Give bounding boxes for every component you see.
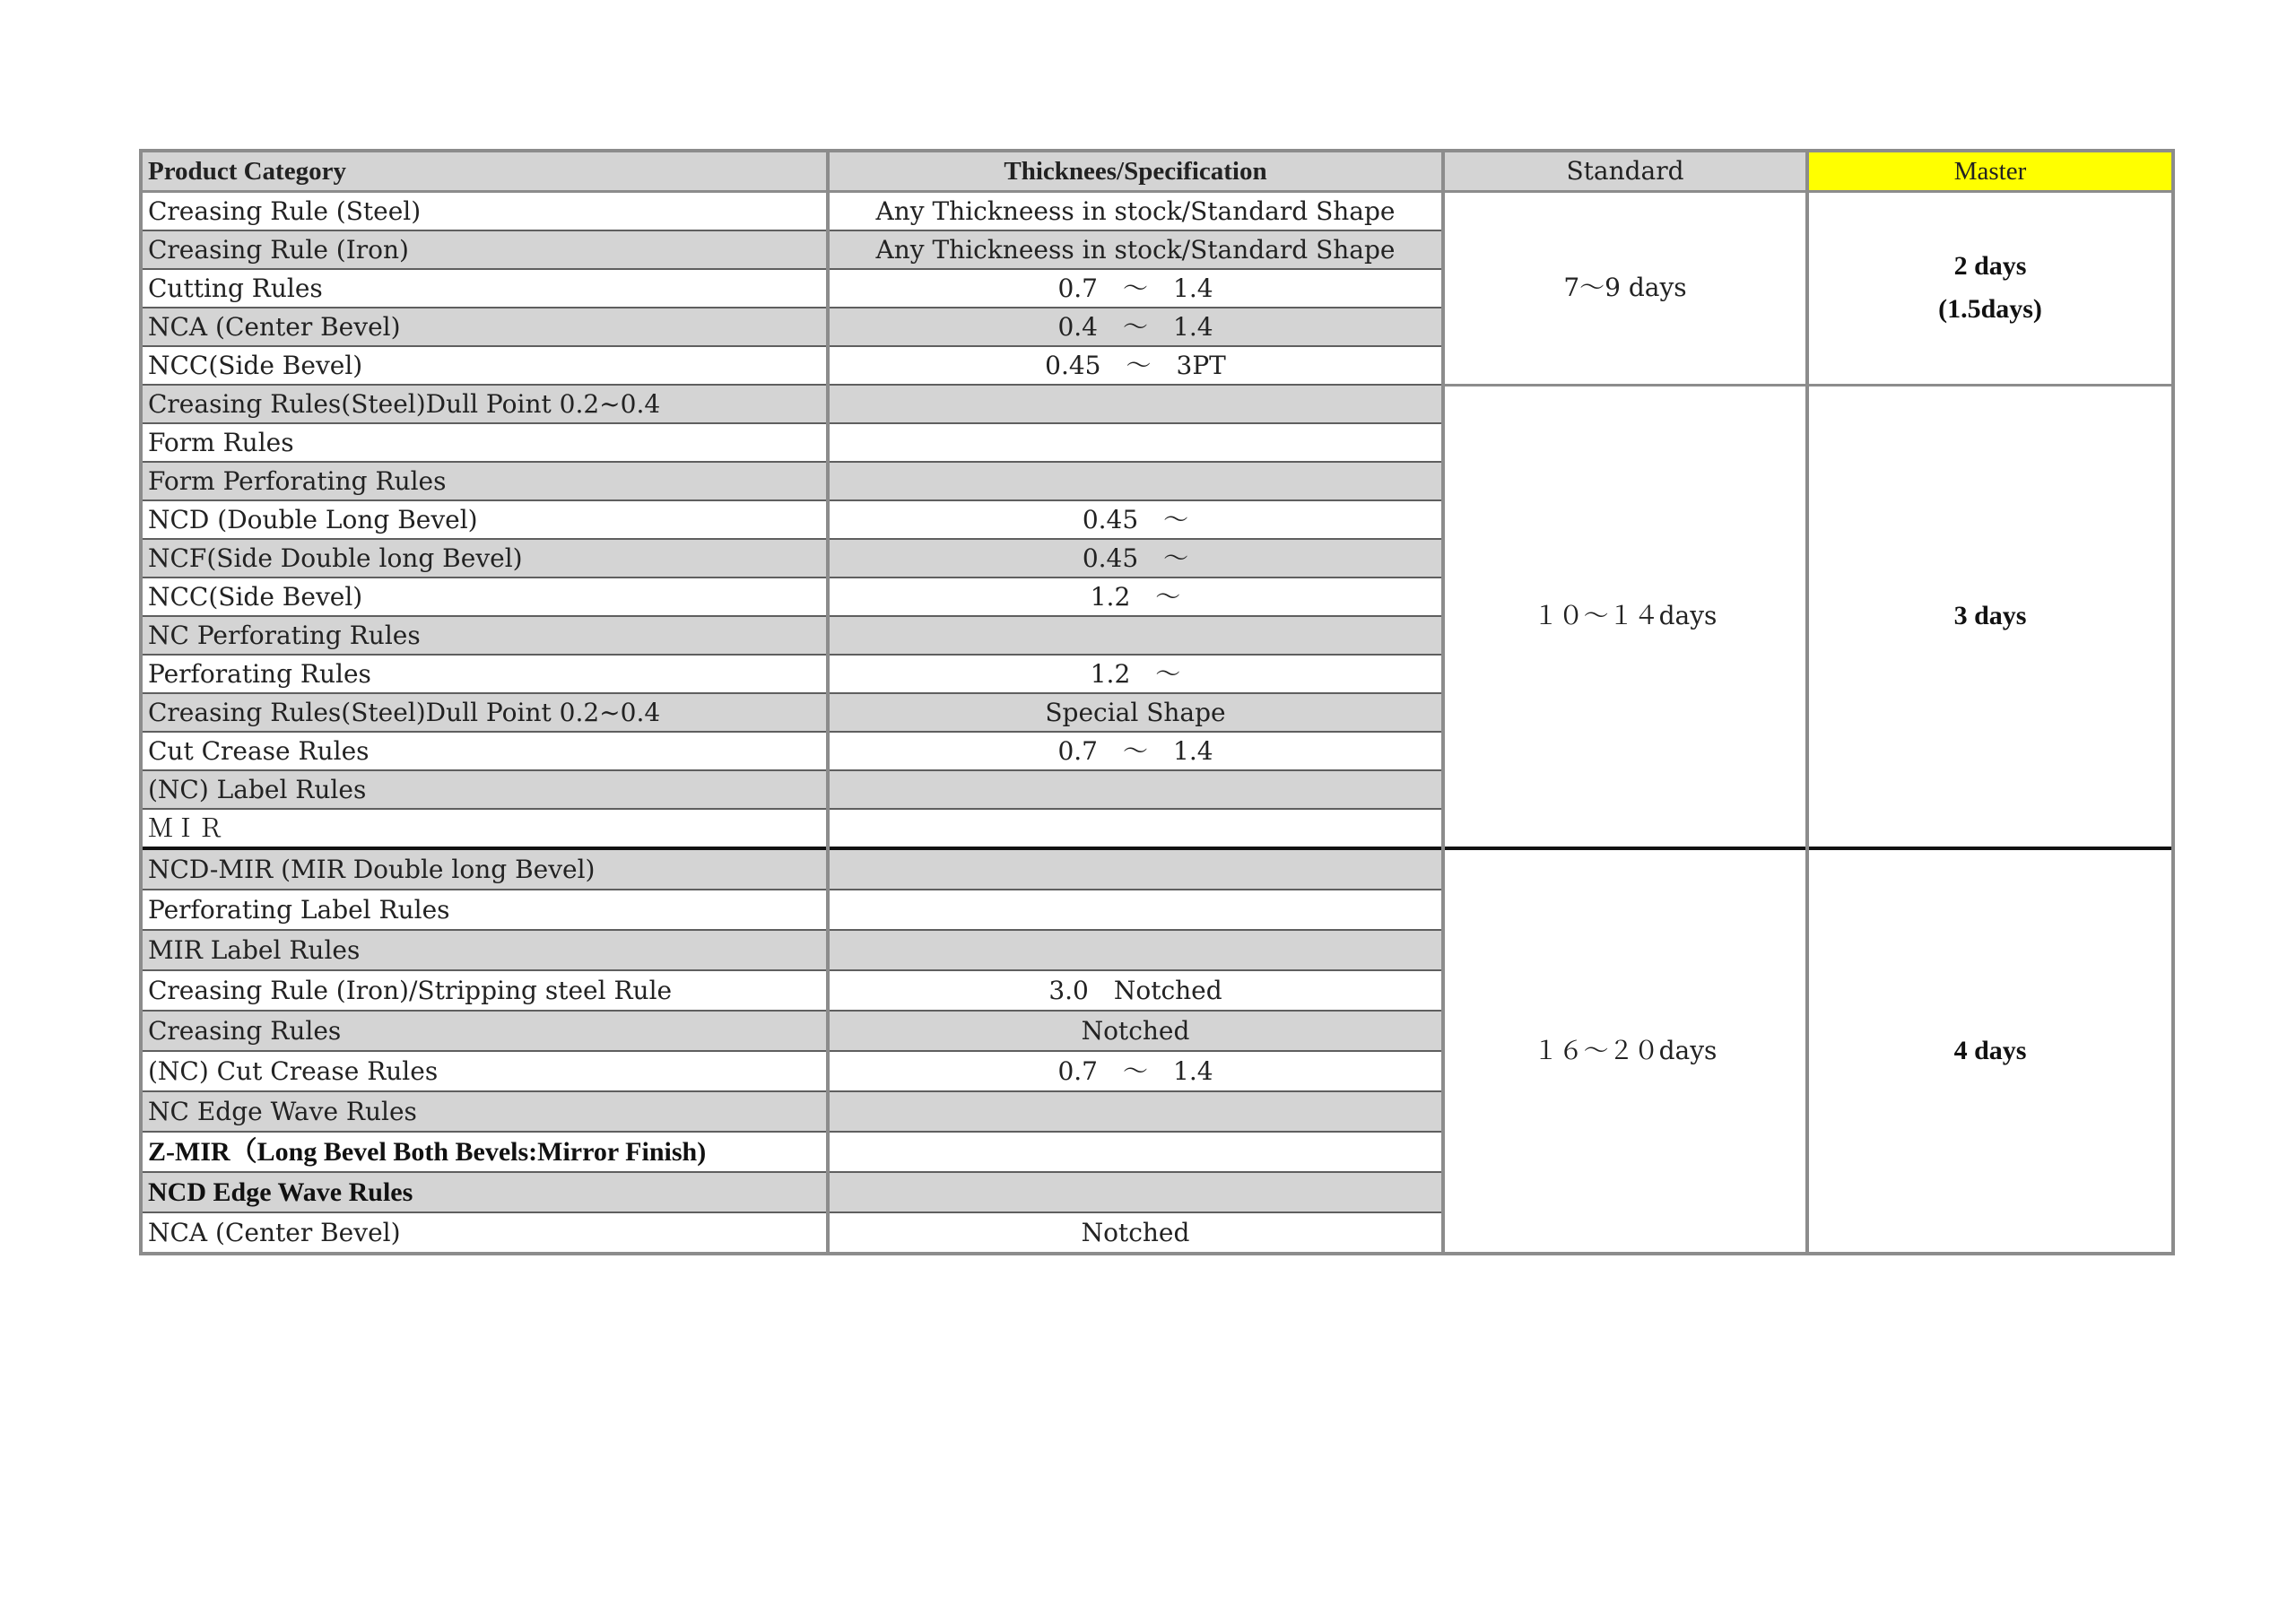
standard-lead-time-cell: 7～9 days (1443, 192, 1807, 386)
specification-cell (828, 423, 1443, 462)
product-name-cell: Creasing Rule (Iron) (141, 230, 828, 269)
specification-cell: Any Thickneess in stock/Standard Shape (828, 230, 1443, 269)
product-name-cell: Cut Crease Rules (141, 732, 828, 770)
product-name-cell: Creasing Rule (Iron)/Stripping steel Rule (141, 970, 828, 1011)
specification-cell: 3.0 Notched (828, 970, 1443, 1011)
specification-cell: 1.2 ～ (828, 655, 1443, 693)
table-row (141, 848, 2173, 890)
header-standard: Standard (1443, 151, 1807, 192)
master-lead-time-line: 2 days (1953, 251, 2027, 282)
specification-cell (828, 848, 1443, 890)
product-name-cell: Creasing Rule (Steel) (141, 192, 828, 231)
specification-cell: 0.7 ～ 1.4 (828, 269, 1443, 308)
master-lead-time-line: 3 days (1953, 601, 2027, 631)
table-row (141, 385, 2173, 423)
specification-cell: 0.7 ～ 1.4 (828, 732, 1443, 770)
specification-cell: 0.45 ～ 3PT (828, 346, 1443, 385)
header-specification: Thicknees/Specification (828, 151, 1443, 192)
product-name-cell: (NC) Label Rules (141, 770, 828, 809)
product-name-cell: Form Rules (141, 423, 828, 462)
header-master: Master (1807, 151, 2173, 192)
specification-cell: 1.2 ～ (828, 578, 1443, 616)
product-name-cell: NCD Edge Wave Rules (141, 1172, 828, 1212)
specification-cell (828, 809, 1443, 848)
product-name-cell: NCF(Side Double long Bevel) (141, 539, 828, 578)
header-row (141, 151, 2173, 192)
master-lead-time-line: (1.5days) (1938, 294, 2042, 325)
product-name-cell: NCC(Side Bevel) (141, 346, 828, 385)
header-product-category: Product Category (141, 151, 828, 192)
specification-cell: Notched (828, 1212, 1443, 1254)
standard-lead-time-cell: １６～２０days (1443, 848, 1807, 1254)
specification-cell (828, 1091, 1443, 1132)
specification-cell (828, 385, 1443, 423)
product-name-cell: MIR Label Rules (141, 930, 828, 970)
product-name-cell: Creasing Rules (141, 1011, 828, 1051)
specification-cell (828, 462, 1443, 500)
product-name-cell: NCD-MIR (MIR Double long Bevel) (141, 848, 828, 890)
specification-cell (828, 770, 1443, 809)
table-row (141, 192, 2173, 231)
product-name-cell: NCD (Double Long Bevel) (141, 500, 828, 539)
specification-cell (828, 930, 1443, 970)
specification-cell: 0.45 ～ (828, 500, 1443, 539)
specification-cell (828, 890, 1443, 930)
master-lead-time-cell (1807, 848, 2173, 1254)
product-name-cell: ＭＩＲ (141, 809, 828, 848)
lead-time-table (139, 149, 2175, 1255)
product-name-cell: Z-MIR（Long Bevel Both Bevels:Mirror Finish) (141, 1132, 828, 1172)
table-body (141, 192, 2173, 1255)
product-name-cell: NC Edge Wave Rules (141, 1091, 828, 1132)
product-name-cell: Form Perforating Rules (141, 462, 828, 500)
specification-cell: Any Thickneess in stock/Standard Shape (828, 192, 1443, 231)
specification-cell (828, 1172, 1443, 1212)
product-name-cell: Creasing Rules(Steel)Dull Point 0.2~0.4 (141, 385, 828, 423)
standard-lead-time-cell: １０～１４days (1443, 385, 1807, 848)
master-lead-time-cell (1807, 385, 2173, 848)
product-name-cell: Cutting Rules (141, 269, 828, 308)
master-lead-time-line: 4 days (1953, 1036, 2027, 1065)
product-name-cell: NC Perforating Rules (141, 616, 828, 655)
product-name-cell: Perforating Rules (141, 655, 828, 693)
product-name-cell: NCA (Center Bevel) (141, 308, 828, 346)
product-name-cell: (NC) Cut Crease Rules (141, 1051, 828, 1091)
product-name-cell: NCA (Center Bevel) (141, 1212, 828, 1254)
specification-cell: 0.7 ～ 1.4 (828, 1051, 1443, 1091)
specification-cell: 0.4 ～ 1.4 (828, 308, 1443, 346)
specification-cell: Special Shape (828, 693, 1443, 732)
specification-cell: Notched (828, 1011, 1443, 1051)
product-name-cell: NCC(Side Bevel) (141, 578, 828, 616)
product-name-cell: Perforating Label Rules (141, 890, 828, 930)
specification-cell (828, 616, 1443, 655)
master-lead-time-cell (1807, 192, 2173, 386)
specification-cell (828, 1132, 1443, 1172)
product-name-cell: Creasing Rules(Steel)Dull Point 0.2~0.4 (141, 693, 828, 732)
specification-cell: 0.45 ～ (828, 539, 1443, 578)
